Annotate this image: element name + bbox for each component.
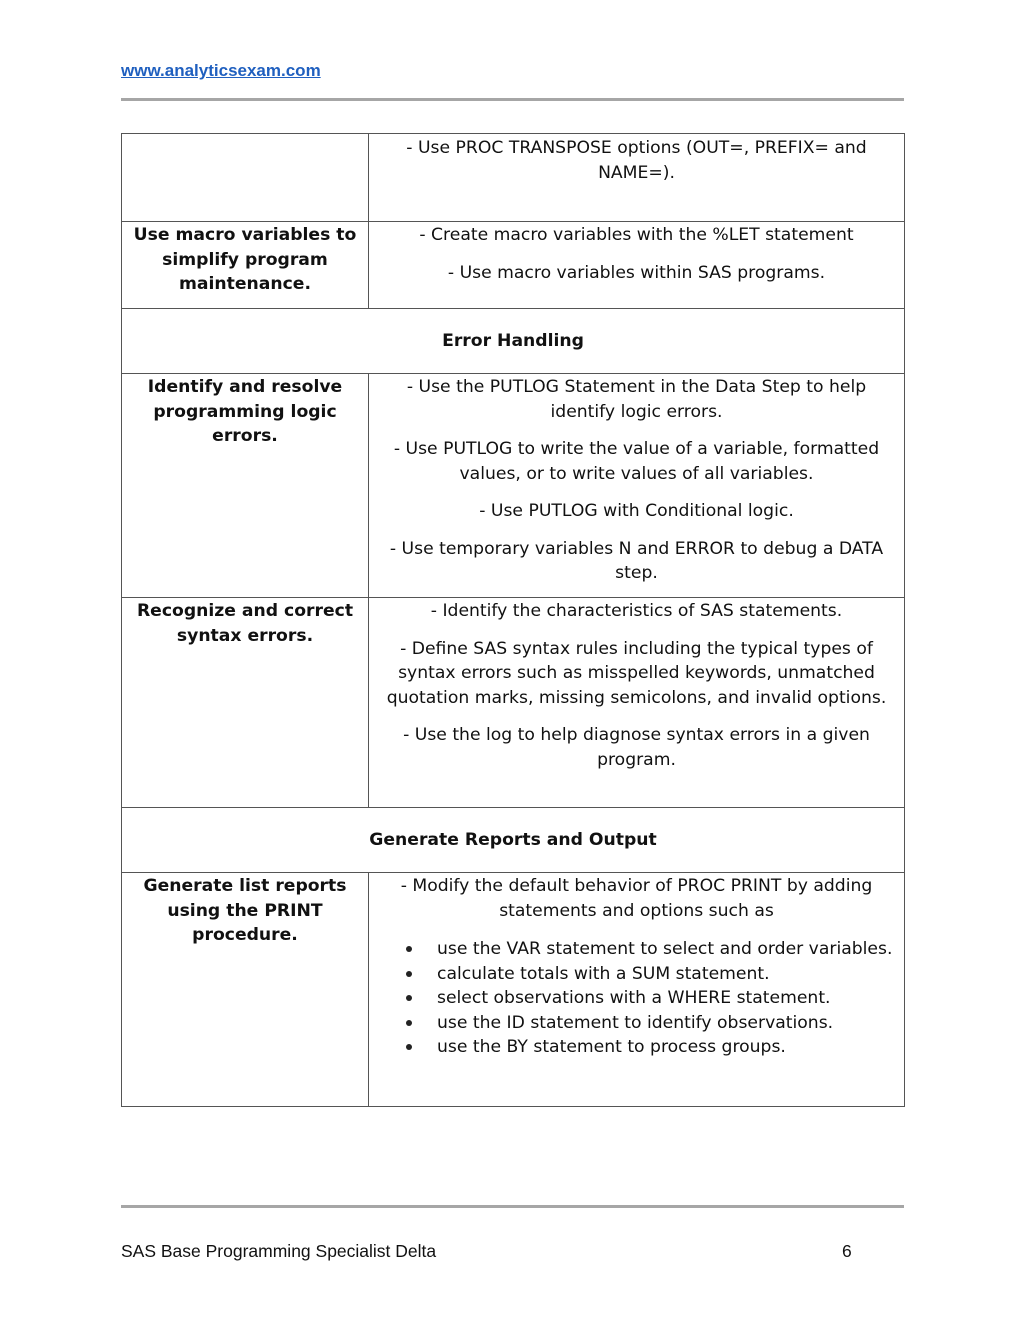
objectives-table bbox=[121, 133, 905, 1107]
bullet-icon bbox=[406, 1020, 412, 1026]
header-divider bbox=[121, 98, 904, 101]
topic-cell: Identify and resolve programming logic errors. bbox=[122, 374, 369, 598]
section-title-error-handling: Error Handling bbox=[122, 309, 905, 374]
description-item: - Use PUTLOG to write the value of a variable, formatted values, or to write values of all variables. bbox=[393, 439, 880, 484]
topic-cell: Use macro variables to simplify program maintenance. bbox=[122, 222, 369, 309]
table-row bbox=[122, 222, 905, 309]
table-row bbox=[122, 134, 905, 222]
description-item: - Identify the characteristics of SAS statements. bbox=[430, 601, 843, 621]
section-header-row bbox=[122, 309, 905, 374]
table-row bbox=[122, 374, 905, 598]
list-item-text: use the ID statement to identify observations. bbox=[437, 1012, 834, 1033]
description-item: - Use the log to help diagnose syntax errors in a given program. bbox=[403, 725, 870, 770]
table-row bbox=[122, 598, 905, 808]
description-item: - Create macro variables with the %LET statement bbox=[419, 225, 854, 245]
list-item bbox=[437, 1011, 896, 1036]
page-number: 6 bbox=[842, 1241, 852, 1261]
description-item: - Modify the default behavior of PROC PRINT by adding statements and options such as bbox=[400, 876, 873, 921]
list-item bbox=[437, 962, 896, 987]
topic-cell: Generate list reports using the PRINT procedure. bbox=[122, 873, 369, 1107]
bullet-icon bbox=[406, 971, 412, 977]
list-item bbox=[437, 937, 896, 962]
bullet-icon bbox=[406, 946, 412, 952]
description-item: - Use PUTLOG with Conditional logic. bbox=[479, 501, 794, 521]
list-item bbox=[437, 986, 896, 1011]
bullet-icon bbox=[406, 1044, 412, 1050]
topic-cell bbox=[122, 134, 369, 222]
bullet-list bbox=[377, 937, 896, 1060]
description-item: - Use PROC TRANSPOSE options (OUT=, PREFIX= and NAME=). bbox=[406, 138, 867, 183]
description-item: - Use macro variables within SAS programs. bbox=[447, 262, 826, 283]
list-item bbox=[437, 1035, 896, 1060]
table-row bbox=[122, 873, 905, 1107]
description-item: - Use temporary variables N and ERROR to debug a DATA step. bbox=[389, 538, 884, 583]
description-cell bbox=[369, 873, 905, 1107]
list-item-text: calculate totals with a SUM statement. bbox=[437, 963, 770, 984]
description-cell bbox=[369, 598, 905, 808]
description-item: - Use the PUTLOG Statement in the Data Step to help identify logic errors. bbox=[406, 377, 867, 422]
section-title-generate-reports: Generate Reports and Output bbox=[122, 808, 905, 873]
description-cell bbox=[369, 134, 905, 222]
list-item-text: use the BY statement to process groups. bbox=[437, 1037, 786, 1057]
description-item: - Define SAS syntax rules including the typical types of syntax errors such as misspelled keywords, unmatched quotation marks, missing semicolons, and invalid options. bbox=[386, 638, 887, 708]
description-cell bbox=[369, 374, 905, 598]
footer-document-title: SAS Base Programming Specialist Delta bbox=[121, 1241, 437, 1261]
description-cell bbox=[369, 222, 905, 309]
topic-cell: Recognize and correct syntax errors. bbox=[122, 598, 369, 808]
footer-divider bbox=[121, 1205, 904, 1208]
section-header-row bbox=[122, 808, 905, 873]
bullet-icon bbox=[406, 995, 412, 1001]
header-website-link[interactable]: www.analyticsexam.com bbox=[121, 61, 321, 80]
list-item-text: select observations with a WHERE statement. bbox=[437, 988, 831, 1008]
list-item-text: use the VAR statement to select and order variables. bbox=[437, 939, 893, 959]
